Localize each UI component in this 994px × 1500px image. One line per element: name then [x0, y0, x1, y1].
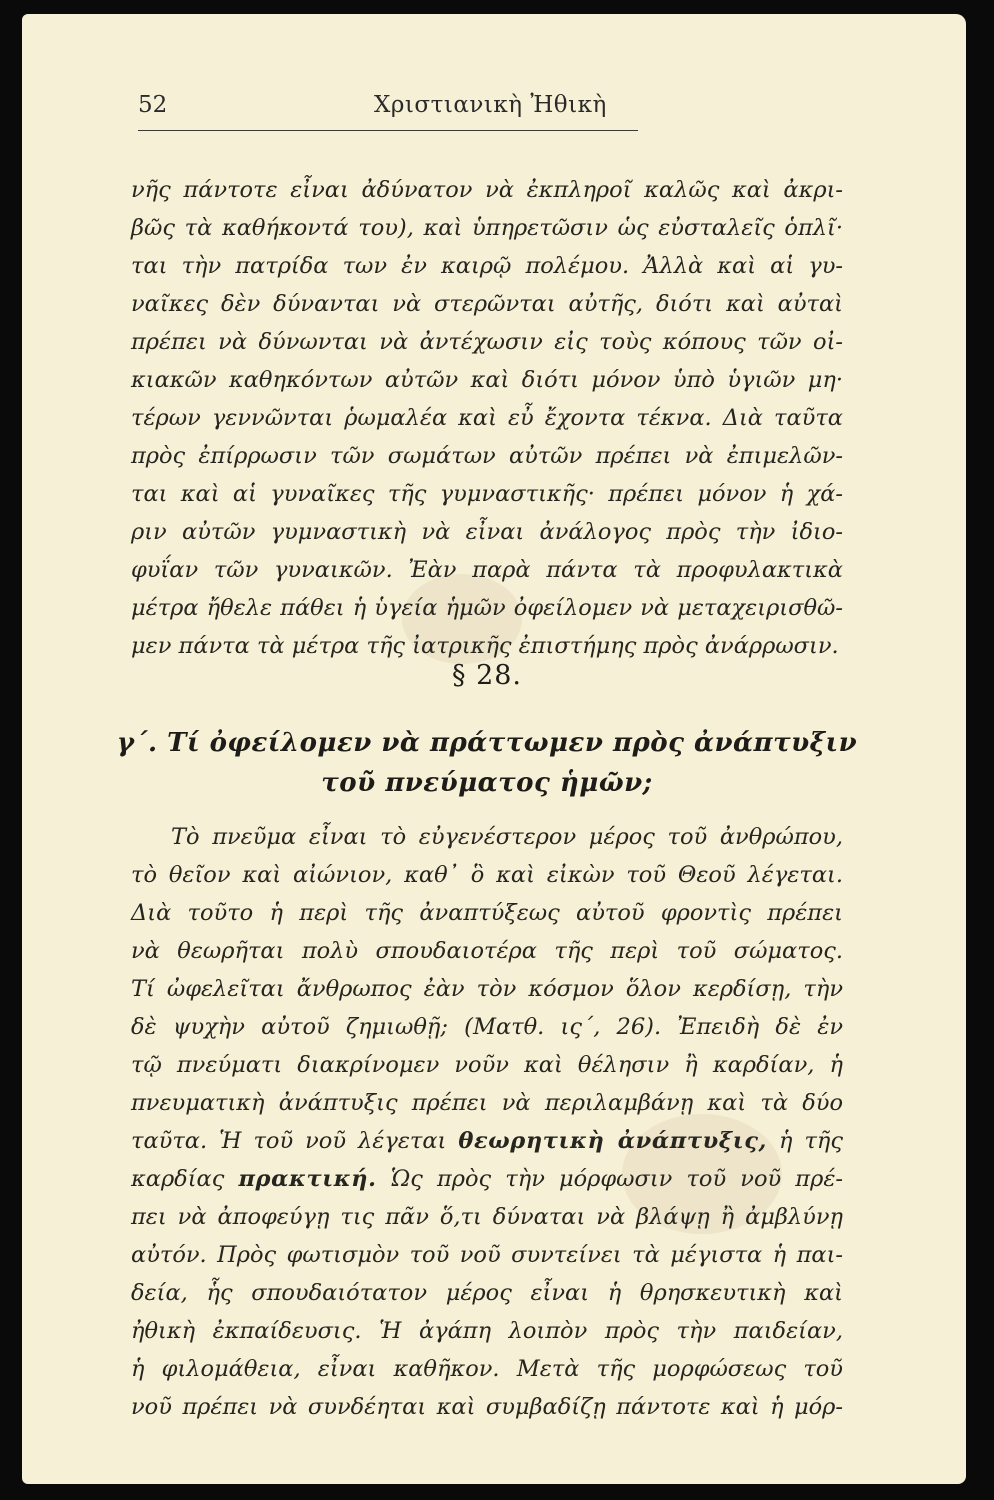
text-line: τέρων γεννῶνται ῥωμαλέα καὶ εὖ ἔχοντα τέκνα. Διὰ ταῦτα: [131, 405, 843, 431]
line-end: Ὡς πρὸς τὴν μόρφωσιν τοῦ νοῦ πρέ-: [390, 1166, 843, 1192]
emphasis-theoretical-development: θεωρητικὴ ἀνάπτυξις,: [458, 1128, 767, 1154]
text-line: Τὸ πνεῦμα εἶναι τὸ εὐγενέστερον μέρος τοῦ ἀνθρώπου,: [171, 824, 843, 850]
text-line: ριν αὐτῶν γυμναστικὴ νὰ εἶναι ἀνάλογος πρὸς τὴν ἰδιο-: [131, 519, 843, 545]
text-line: πνευματικὴ ἀνάπτυξις πρέπει νὰ περιλαμβάνῃ καὶ τὰ δύο: [131, 1090, 843, 1116]
line-end: ἡ τῆς: [778, 1128, 843, 1154]
section-heading: τοῦ πνεύματος ἡμῶν;: [321, 768, 653, 798]
text-line: φυΐαν τῶν γυναικῶν. Ἐὰν παρὰ πάντα τὰ προφυλακτικὰ: [131, 557, 843, 583]
text-line: νὰ θεωρῆται πολὺ σπουδαιοτέρα τῆς περὶ τοῦ σώματος.: [131, 938, 843, 964]
text-line: αὐτόν. Πρὸς φωτισμὸν τοῦ νοῦ συντείνει τὰ μέγιστα ἡ παι-: [131, 1242, 843, 1268]
line-start: καρδίας: [131, 1166, 225, 1192]
text-line: πει νὰ ἀποφεύγῃ τις πᾶν ὅ,τι δύναται νὰ βλάψῃ ἢ ἀμβλύνῃ: [131, 1204, 843, 1230]
text-line: βῶς τὰ καθήκοντά του), καὶ ὑπηρετῶσιν ὡς εὐσταλεῖς ὁπλῖ·: [131, 215, 843, 241]
text-line: μεν πάντα τὰ μέτρα τῆς ἰατρικῆς ἐπιστήμης πρὸς ἀνάρρωσιν.: [131, 633, 839, 659]
header-rule: [138, 130, 638, 131]
text-line-with-emphasis: [131, 1162, 843, 1196]
text-line: πρέπει νὰ δύνωνται νὰ ἀντέχωσιν εἰς τοὺς κόπους τῶν οἰ-: [131, 329, 843, 355]
text-line: τῷ πνεύματι διακρίνομεν νοῦν καὶ θέλησιν ἢ καρδίαν, ἡ: [131, 1052, 843, 1078]
text-line: ἡ φιλομάθεια, εἶναι καθῆκον. Μετὰ τῆς μορφώσεως τοῦ: [131, 1356, 843, 1382]
page-header: [138, 88, 638, 128]
text-line: ται τὴν πατρίδα των ἐν καιρῷ πολέμου. Ἀλλὰ καὶ αἱ γυ-: [131, 253, 843, 279]
text-line: τὸ θεῖον καὶ αἰώνιον, καθ᾽ ὃ καὶ εἰκὼν τοῦ Θεοῦ λέγεται.: [131, 862, 843, 888]
text-line: ται καὶ αἱ γυναῖκες τῆς γυμναστικῆς· πρέπει μόνον ἡ χά-: [131, 481, 843, 507]
section-heading: γ΄. Τί ὀφείλομεν νὰ πράττωμεν πρὸς ἀνάπτυξιν: [116, 728, 858, 758]
section-number: § 28.: [451, 660, 523, 691]
line-start: ταῦτα. Ἡ τοῦ νοῦ λέγεται: [131, 1128, 447, 1154]
text-line: κιακῶν καθηκόντων αὐτῶν καὶ διότι μόνον ὑπὸ ὑγιῶν μη·: [131, 367, 843, 393]
running-head: Χριστιανικὴ Ἠθικὴ: [374, 92, 607, 118]
text-line: Τί ὠφελεῖται ἄνθρωπος ἐὰν τὸν κόσμον ὅλον κερδίσῃ, τὴν: [131, 976, 843, 1002]
text-line: ἠθικὴ ἐκπαίδευσις. Ἡ ἀγάπη λοιπὸν πρὸς τὴν παιδείαν,: [131, 1318, 843, 1344]
text-line-with-emphasis: [131, 1124, 843, 1158]
text-line: μέτρα ἤθελε πάθει ἡ ὑγεία ἡμῶν ὀφείλομεν νὰ μεταχειρισθῶ-: [131, 595, 843, 621]
text-line: δὲ ψυχὴν αὐτοῦ ζημιωθῇ; (Ματθ. ις΄, 26). Ἐπειδὴ δὲ ἐν: [131, 1014, 843, 1040]
text-line: πρὸς ἐπίρρωσιν τῶν σωμάτων αὐτῶν πρέπει νὰ ἐπιμελῶν-: [131, 443, 843, 469]
text-line: ναῖκες δὲν δύνανται νὰ στερῶνται αὐτῆς, διότι καὶ αὐταὶ: [131, 291, 843, 317]
text-line: Διὰ τοῦτο ἡ περὶ τῆς ἀναπτύξεως αὐτοῦ φροντὶς πρέπει: [131, 900, 843, 926]
text-line: νοῦ πρέπει νὰ συνδέηται καὶ συμβαδίζῃ πάντοτε καὶ ἡ μόρ-: [131, 1394, 843, 1420]
text-line: δεία, ἧς σπουδαιότατον μέρος εἶναι ἡ θρησκευτικὴ καὶ: [131, 1280, 843, 1306]
text-line: νῆς πάντοτε εἶναι ἀδύνατον νὰ ἐκπληροῖ καλῶς καὶ ἀκρι-: [131, 177, 843, 203]
emphasis-practical: πρακτική.: [238, 1166, 377, 1192]
page-number: 52: [138, 92, 168, 118]
